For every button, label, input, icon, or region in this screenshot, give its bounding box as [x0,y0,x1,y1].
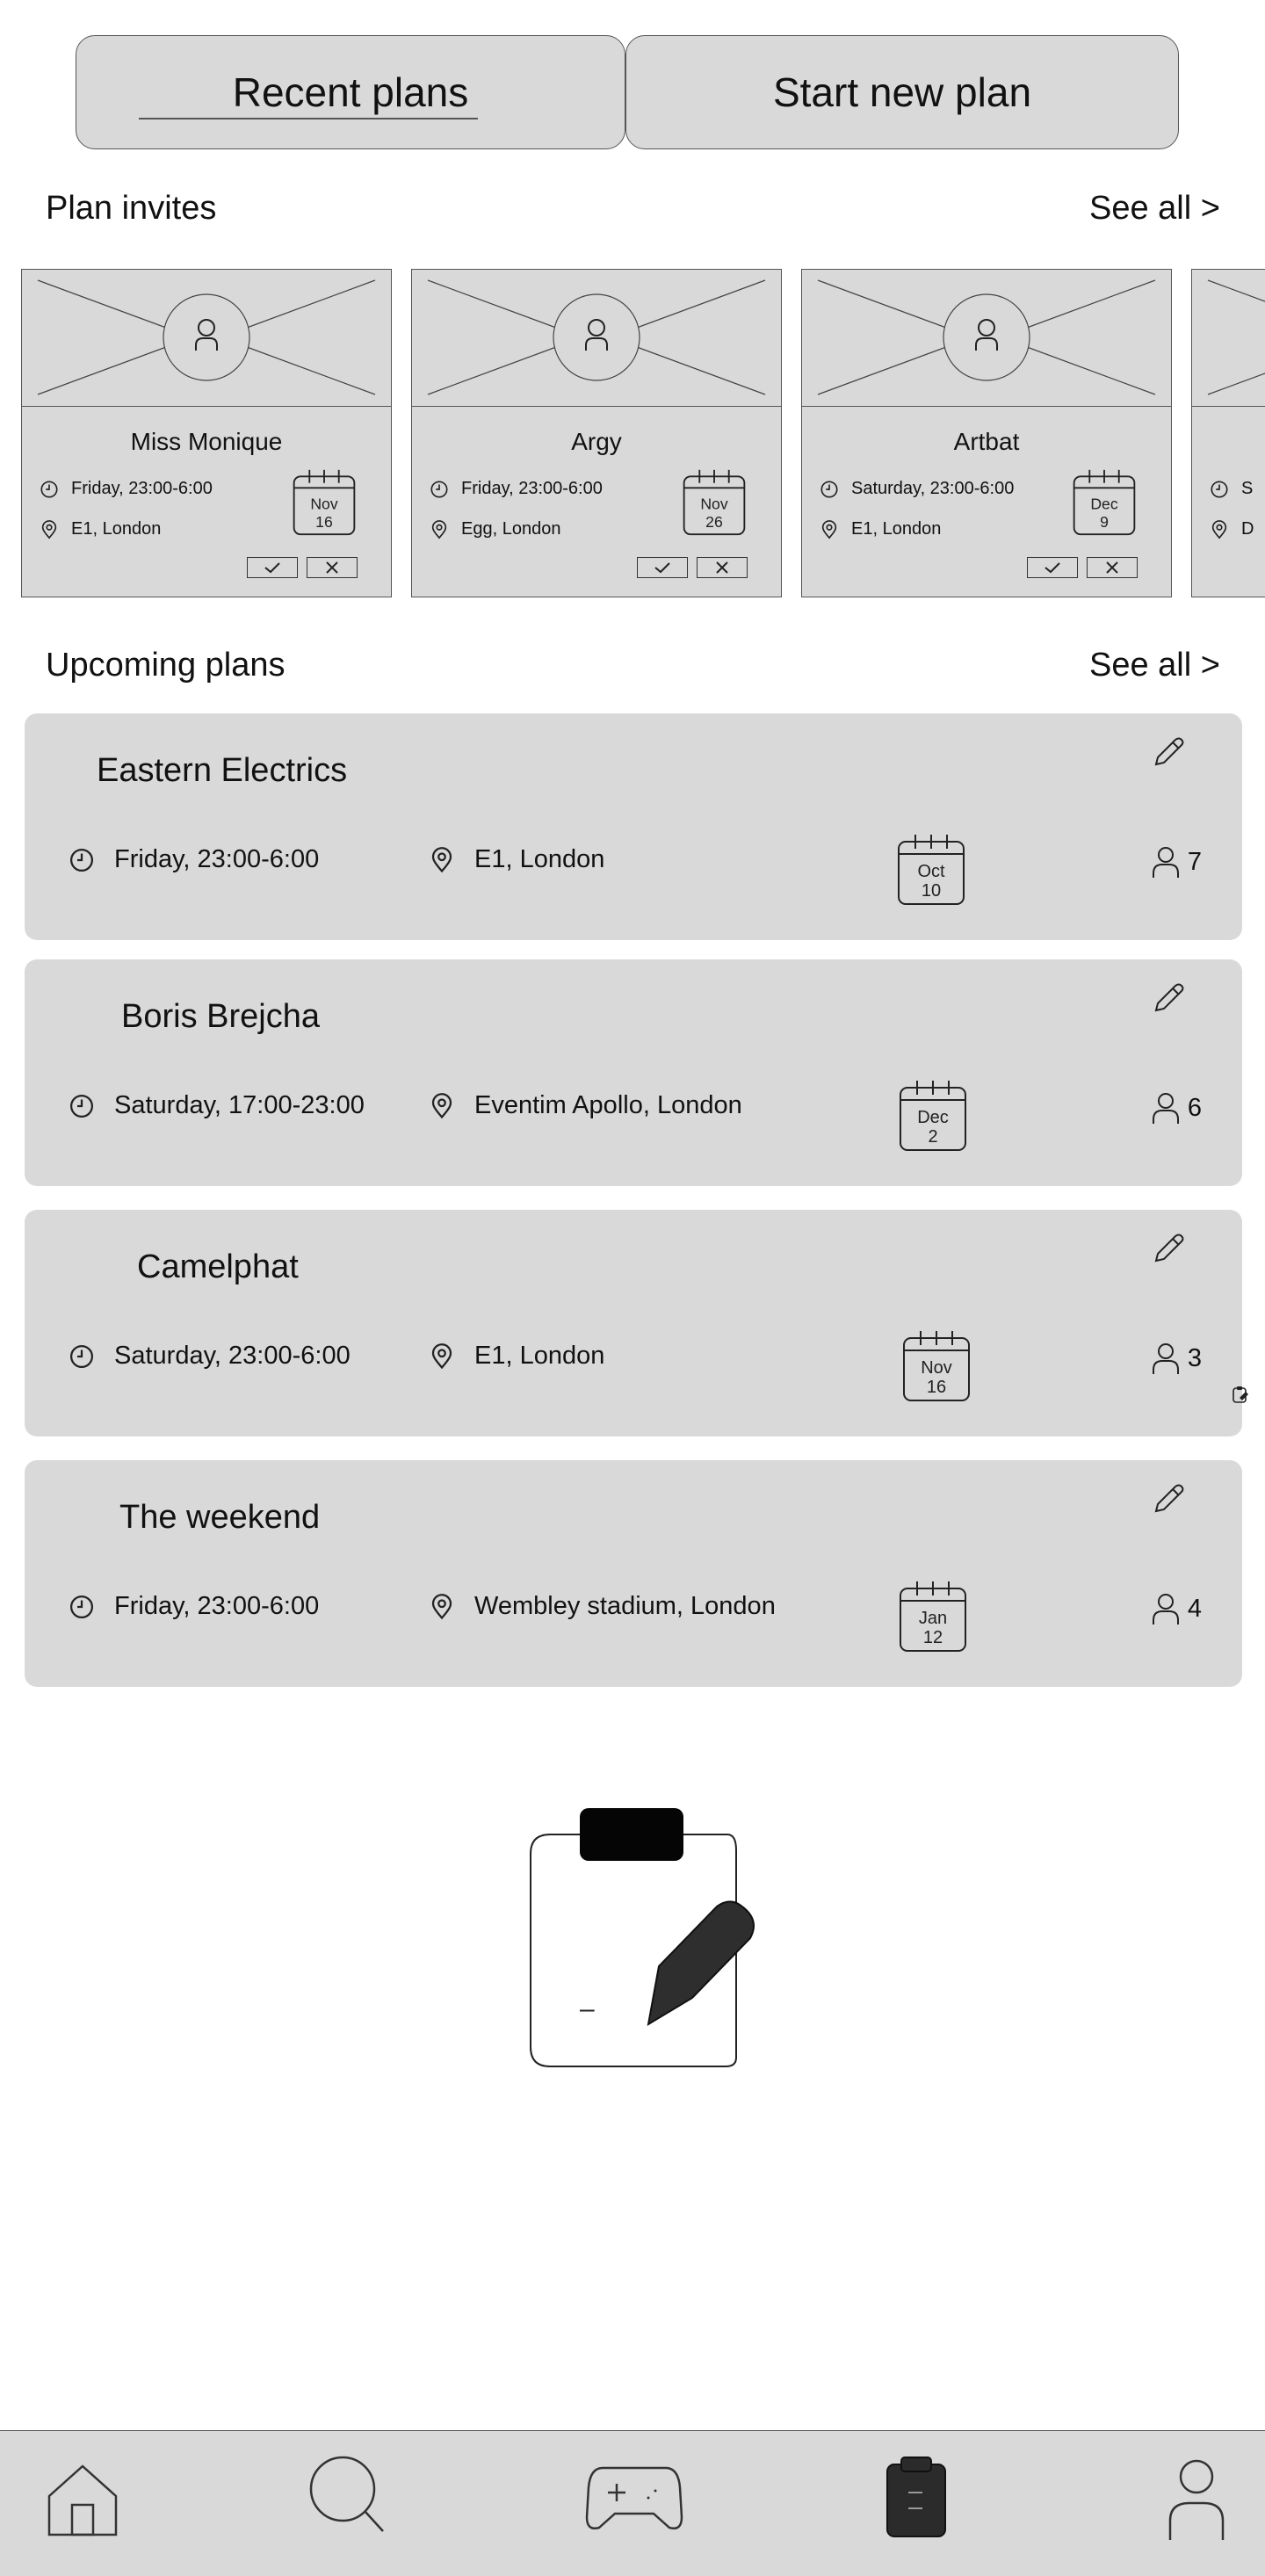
attendee-count [1151,1091,1202,1125]
svg-text:26: 26 [705,512,723,531]
plan-card[interactable] [25,959,1242,1186]
plan-title: Boris Brejcha [121,998,320,1035]
plan-card[interactable] [25,1210,1242,1436]
invite-location-row [430,519,560,539]
plan-location: Wembley stadium, London [474,1592,776,1620]
invite-name: Artbat [953,428,1020,455]
calendar-icon [291,468,358,537]
svg-text:2: 2 [928,1127,938,1147]
plan-time: Friday, 23:00-6:00 [114,1592,320,1620]
edit-pencil-icon[interactable] [1151,1231,1186,1266]
plan-time-row [69,1091,365,1120]
invite-location-row [40,519,161,539]
clock-icon [40,480,59,499]
clipboard-pencil-icon [525,1806,763,2070]
decline-invite-button[interactable] [697,557,748,578]
calendar-icon [896,833,966,907]
invite-time-row [40,479,213,499]
invite-card[interactable] [801,269,1172,597]
plan-location-row [429,845,604,874]
invite-location: D [1241,519,1254,539]
illustration-dash: – [580,1994,595,2023]
svg-text:Nov: Nov [921,1358,952,1378]
svg-text:9: 9 [1100,512,1109,531]
tab-recent-plans[interactable] [76,35,625,149]
plan-title: The weekend [119,1499,321,1536]
attendee-count-value: 6 [1187,1093,1202,1122]
invite-time: S [1241,479,1254,498]
location-pin-icon [429,847,455,873]
clock-icon [69,1594,95,1620]
invite-location: E1, London [71,519,162,539]
decline-invite-button[interactable] [1087,557,1138,578]
invite-name: Miss Monique [130,428,283,455]
invite-time-row [1210,479,1253,499]
person-icon [1151,1592,1181,1625]
attendee-count-value: 7 [1187,847,1202,876]
svg-text:Oct: Oct [917,862,945,881]
invite-card[interactable] [411,269,782,597]
svg-text:16: 16 [315,512,333,531]
plan-location: E1, London [474,1342,605,1370]
invite-location: Egg, London [461,519,561,539]
tab-start-new-plan[interactable] [625,35,1179,149]
attendee-count [1151,1592,1202,1625]
event-image-placeholder [22,270,391,407]
upcoming-plans-title: Upcoming plans [46,647,286,684]
plan-title: Eastern Electrics [97,752,348,789]
clock-icon [820,480,839,499]
attendee-count [1151,1342,1202,1375]
attendee-count-value: 3 [1187,1343,1202,1372]
plan-location: Eventim Apollo, London [474,1091,742,1119]
invite-name: Argy [571,428,622,455]
plan-location: E1, London [474,845,605,873]
calendar-icon [681,468,748,537]
svg-text:Jan: Jan [918,1609,948,1628]
invite-location: E1, London [851,519,942,539]
location-pin-icon [429,1343,455,1370]
plan-time-row [69,845,319,874]
edit-pencil-icon[interactable] [1151,1481,1186,1516]
invite-location-row [820,519,941,539]
plan-title: Camelphat [137,1248,299,1285]
svg-text:Dec: Dec [1090,495,1118,513]
invite-card[interactable] [1191,269,1265,597]
plan-location-row [429,1342,604,1371]
edit-pencil-icon[interactable] [1151,980,1186,1016]
tab-recent-plans-label: Recent plans [232,69,469,115]
clipboard-icon[interactable] [878,2452,952,2540]
attendee-count-value: 4 [1187,1594,1202,1623]
clock-icon [69,847,95,873]
edit-pencil-icon[interactable] [1151,734,1186,770]
plan-location-row [429,1091,742,1120]
event-image-placeholder [802,270,1171,407]
event-image-placeholder [412,270,781,407]
search-icon[interactable] [302,2452,390,2540]
accept-invite-button[interactable] [247,557,298,578]
person-icon [1151,845,1181,879]
location-pin-icon [1210,520,1229,539]
location-pin-icon [430,520,449,539]
calendar-icon [901,1329,972,1403]
clock-icon [69,1343,95,1370]
svg-text:16: 16 [926,1378,947,1397]
calendar-icon [898,1580,968,1653]
calendar-icon [898,1079,968,1153]
calendar-icon [1071,468,1138,537]
invite-location-row [1210,519,1254,539]
plan-time: Friday, 23:00-6:00 [114,845,320,873]
svg-text:12: 12 [922,1628,943,1647]
plan-location-row [429,1592,776,1621]
plan-card[interactable] [25,1460,1242,1687]
tab-start-new-plan-label: Start new plan [772,69,1032,115]
home-icon[interactable] [39,2452,126,2540]
plan-invites-title: Plan invites [46,190,217,227]
location-pin-icon [429,1594,455,1620]
clock-icon [430,480,449,499]
gamepad-icon[interactable] [585,2452,683,2540]
event-image-placeholder [1192,270,1265,407]
svg-text:Nov: Nov [700,495,728,513]
person-icon [1151,1091,1181,1125]
clock-icon [69,1093,95,1119]
plan-time-row [69,1592,319,1621]
invite-card[interactable] [21,269,392,597]
plan-time-row [69,1342,351,1371]
svg-text:Dec: Dec [917,1108,949,1127]
bottom-navigation [0,2430,1265,2576]
small-clipboard-edit-icon[interactable] [1232,1385,1251,1404]
plan-invites-see-all-link[interactable]: See all > [1089,190,1220,227]
location-pin-icon [820,520,839,539]
clock-icon [1210,480,1229,499]
location-pin-icon [429,1093,455,1119]
plan-time: Saturday, 23:00-6:00 [114,1342,351,1370]
location-pin-icon [40,520,59,539]
decline-invite-button[interactable] [307,557,358,578]
invite-time: Friday, 23:00-6:00 [461,479,603,498]
svg-text:10: 10 [921,881,942,901]
plan-card[interactable] [25,713,1242,940]
profile-icon[interactable] [1151,2452,1239,2540]
upcoming-plans-see-all-link[interactable]: See all > [1089,647,1220,684]
invite-time-row [430,479,603,499]
plan-time: Saturday, 17:00-23:00 [114,1091,365,1119]
invite-time-row [820,479,1014,499]
person-icon [1151,1342,1181,1375]
attendee-count [1151,845,1202,879]
invite-time: Saturday, 23:00-6:00 [851,479,1015,498]
accept-invite-button[interactable] [637,557,688,578]
active-tab-underline [139,118,478,119]
accept-invite-button[interactable] [1027,557,1078,578]
invite-time: Friday, 23:00-6:00 [71,479,213,498]
svg-text:Nov: Nov [310,495,338,513]
